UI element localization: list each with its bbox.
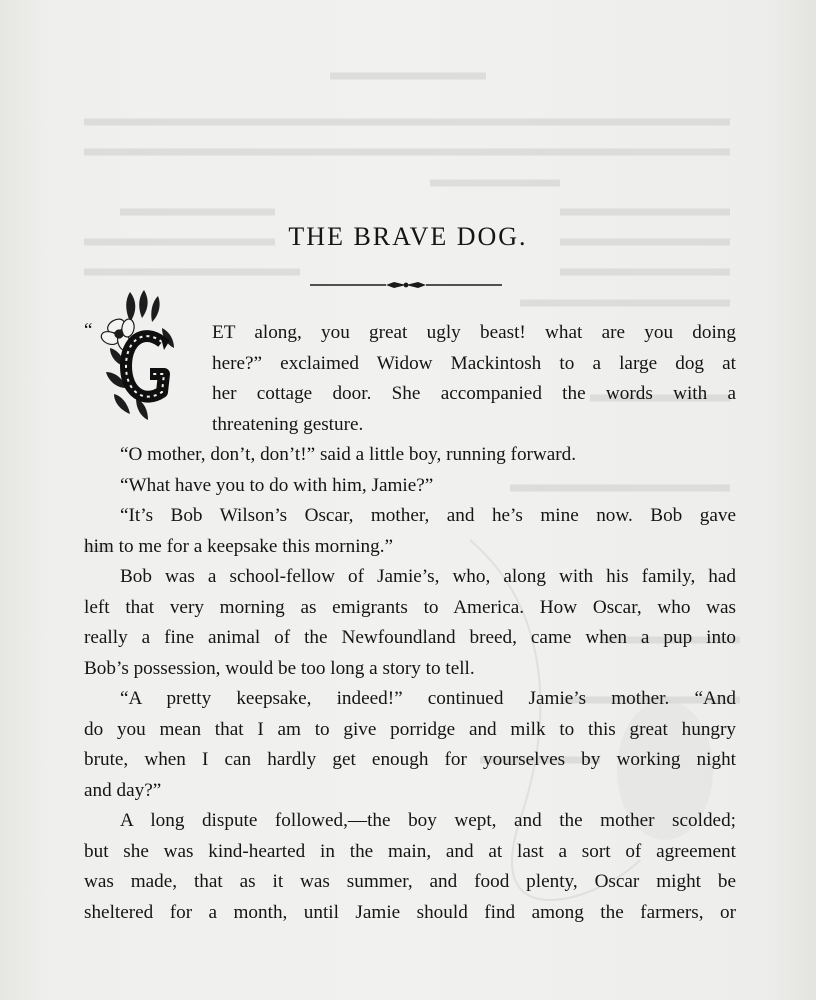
text-line: sheltered for a month, until Jamie should find among the farmers, or: [84, 901, 736, 923]
text-line: “O mother, don’t, don’t!” said a little boy, running forward.: [120, 444, 577, 465]
text-line: A long dispute followed,—the boy wept, and the mother scolded;: [120, 810, 736, 831]
drop-cap-paragraph: [212, 318, 736, 440]
text-line: threatening gesture.: [212, 413, 364, 435]
text-line: Bob’s possession, would be too long a story to tell.: [84, 657, 475, 679]
body-text: [84, 440, 736, 928]
text-line: really a fine animal of the Newfoundland breed, came when a pup into: [84, 627, 736, 648]
opening-quote-mark: “: [84, 320, 93, 341]
text-line: and day?”: [84, 779, 162, 801]
page-title: THE BRAVE DOG.: [288, 222, 528, 251]
text-line: her cottage door. She accompanied the words with a: [212, 383, 736, 404]
text-line: Bob was a school-fellow of Jamie’s, who, along with his family, had: [120, 566, 736, 587]
text-line: but she was kind-hearted in the main, and at last a sort of agreement: [84, 840, 736, 862]
text-line: “A pretty keepsake, indeed!” continued Jamie’s mother. “And: [120, 688, 736, 709]
title-rule-ornament: [310, 279, 502, 291]
text-line: was made, that as it was summer, and food plenty, Oscar might be: [84, 871, 736, 892]
text-line: left that very morning as emigrants to America. How Oscar, who was: [84, 596, 736, 618]
text-line: “What have you to do with him, Jamie?”: [120, 474, 434, 496]
text-line: him to me for a keepsake this morning.”: [84, 535, 394, 557]
decorative-initial-g-icon: [100, 288, 182, 422]
text-line: brute, when I can hardly get enough for yourselves by working night: [84, 749, 736, 770]
text-line: “It’s Bob Wilson’s Oscar, mother, and he’s mine now. Bob gave: [120, 505, 736, 526]
text-line: ET along, you great ugly beast! what are you doing: [212, 322, 736, 343]
text-line: do you mean that I am to give porridge and milk to this great hungry: [84, 718, 736, 740]
text-line: here?” exclaimed Widow Mackintosh to a large dog at: [212, 352, 736, 374]
